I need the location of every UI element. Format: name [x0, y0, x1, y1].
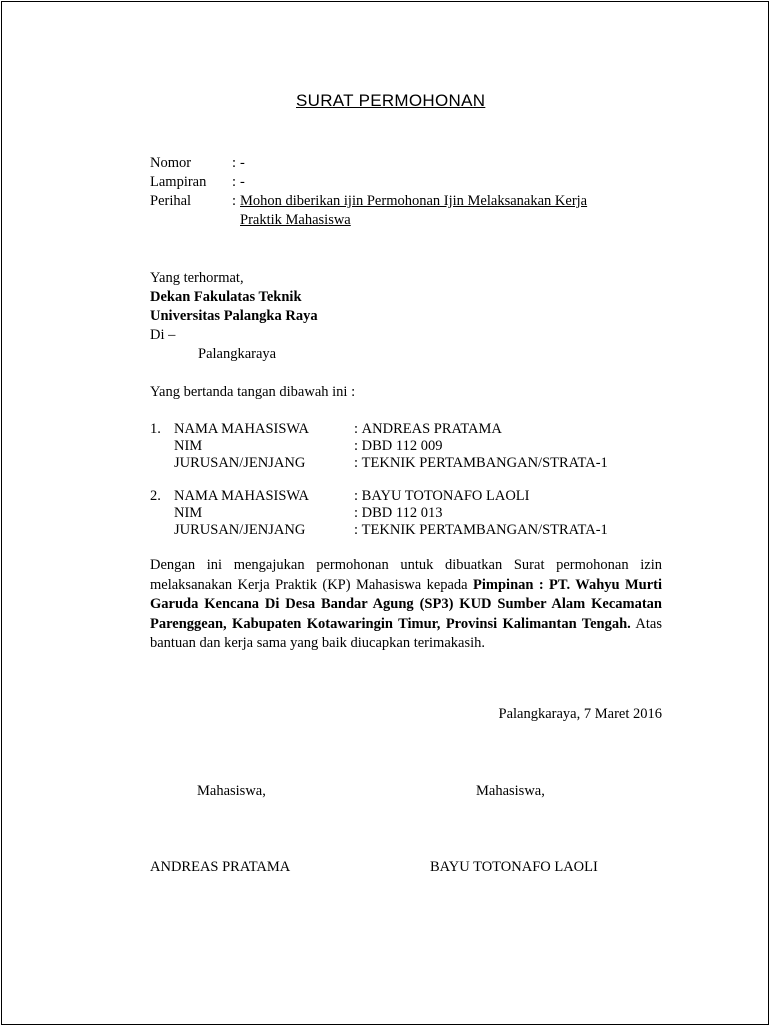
page-title: SURAT PERMOHONAN [296, 91, 486, 110]
name-label: NAMA MAHASISWA [174, 421, 309, 437]
student-name: ANDREAS PRATAMA [361, 421, 502, 437]
place-date: Palangkaraya, 7 Maret 2016 [498, 706, 662, 722]
signature-right-name: BAYU TOTONAFO LAOLI [430, 859, 598, 875]
signature-right-role: Mahasiswa, [476, 783, 545, 799]
letter-page [1, 1, 769, 1025]
body-paragraph [150, 556, 662, 654]
signature-left-role: Mahasiswa, [197, 783, 266, 799]
colon: : [232, 155, 237, 171]
colon: : [354, 455, 359, 471]
body-bold: Pimpinan : PT. Wahyu Murti Garuda Kencana Di Desa Bandar Agung (SP3) KUD Sumber Alam Kecamatan Parenggean, Kabupaten Kotawaringin Timur, Provinsi Kalimantan Tengah. [150, 576, 663, 632]
nomor-value: - [240, 155, 245, 171]
student-nim: DBD 112 013 [361, 505, 443, 521]
meta-lampiran [150, 173, 245, 192]
body-part2: Atas bantuan dan kerja sama yang baik diucapkan terimakasih. [150, 615, 662, 651]
colon: : [232, 193, 237, 209]
student-name: BAYU TOTONAFO LAOLI [361, 488, 530, 504]
meta-perihal [150, 192, 587, 211]
student-jurusan: TEKNIK PERTAMBANGAN/STRATA-1 [361, 455, 608, 471]
recipient-di: Di – [150, 327, 176, 343]
perihal-line2: Praktik Mahasiswa [240, 212, 351, 228]
jurusan-label: JURUSAN/JENJANG [174, 522, 306, 538]
student-jurusan: TEKNIK PERTAMBANGAN/STRATA-1 [361, 522, 608, 538]
salutation: Yang terhormat, [150, 270, 244, 286]
student-2-jurusan-row [150, 521, 608, 540]
jurusan-label: JURUSAN/JENJANG [174, 455, 306, 471]
recipient-city: Palangkaraya [198, 346, 277, 362]
recipient-line1: Dekan Fakulatas Teknik [150, 289, 302, 305]
signature-left-name: ANDREAS PRATAMA [150, 859, 291, 875]
lampiran-value: - [240, 174, 245, 190]
intro-text: Yang bertanda tangan dibawah ini : [150, 384, 356, 400]
colon: : [232, 174, 237, 190]
colon: : [354, 505, 359, 521]
student-number: 1. [150, 421, 161, 437]
name-label: NAMA MAHASISWA [174, 488, 309, 504]
nim-label: NIM [174, 438, 203, 454]
recipient-line2: Universitas Palangka Raya [150, 308, 318, 324]
colon: : [354, 488, 359, 504]
lampiran-label: Lampiran [150, 174, 207, 190]
student-number: 2. [150, 488, 161, 504]
colon: : [354, 522, 359, 538]
nomor-label: Nomor [150, 155, 192, 171]
colon: : [354, 421, 359, 437]
meta-nomor [150, 154, 245, 173]
student-nim: DBD 112 009 [361, 438, 443, 454]
perihal-label: Perihal [150, 193, 192, 209]
student-1-jurusan-row [150, 454, 608, 473]
body-part1: Dengan ini mengajukan permohonan untuk dibuatkan Surat permohonan izin melaksanakan Kerja Praktik (KP) Mahasiswa kepada [150, 557, 662, 593]
perihal-line1: Mohon diberikan ijin Permohonan Ijin Melaksanakan Kerja [240, 193, 588, 209]
nim-label: NIM [174, 505, 203, 521]
colon: : [354, 438, 359, 454]
